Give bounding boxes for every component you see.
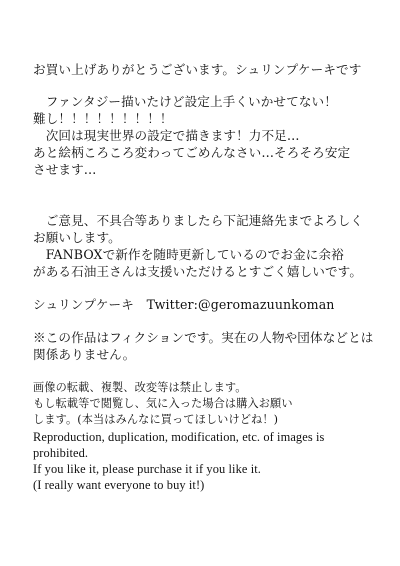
body-line: ファンタジー描いたけど設定上手くいかせてない！ <box>33 94 337 109</box>
body-line: 次回は現実世界の設定で描きます！力不足… <box>33 128 300 143</box>
disclaimer-line: ※この作品はフィクションです。実在の人物や団体などとは <box>33 330 374 345</box>
body-line: させます… <box>33 162 97 177</box>
body-line: あと絵柄ころころ変わってごめんなさい…そろそろ安定 <box>33 145 351 160</box>
copyright-english-line: prohibited. <box>33 446 89 460</box>
copyright-english-line: (I really want everyone to buy it!) <box>33 478 205 492</box>
body-line: 難し！！！！！！！！！ <box>33 111 173 126</box>
author-contact-line: シュリンプケーキ Twitter:@geromazuunkoman <box>33 297 335 312</box>
copyright-english-line: Reproduction, duplication, modification, etc. of images is <box>33 430 325 444</box>
copyright-line: もし転載等で閲覧し、気に入った場合は購入お願い <box>33 397 293 410</box>
disclaimer-line: 関係ありません。 <box>33 347 136 362</box>
body-line: ご意見、不具合等ありましたら下記連絡先までよろしく <box>33 213 364 228</box>
copyright-english-line: If you like it, please purchase it if you like it. <box>33 462 261 476</box>
greeting-line: お買い上げありがとうございます。シュリンプケーキです <box>33 62 362 77</box>
copyright-line: します。(本当はみんなに買ってほしいけどね！) <box>33 413 279 426</box>
body-line: がある石油王さんは支援いただけるとすごく嬉しいです。 <box>33 264 363 279</box>
body-line: お願いします。 <box>33 230 121 245</box>
body-line: FANBOXで新作を随時更新しているのでお金に余裕 <box>33 247 344 262</box>
copyright-line: 画像の転載、複製、改変等は禁止します。 <box>33 381 247 394</box>
